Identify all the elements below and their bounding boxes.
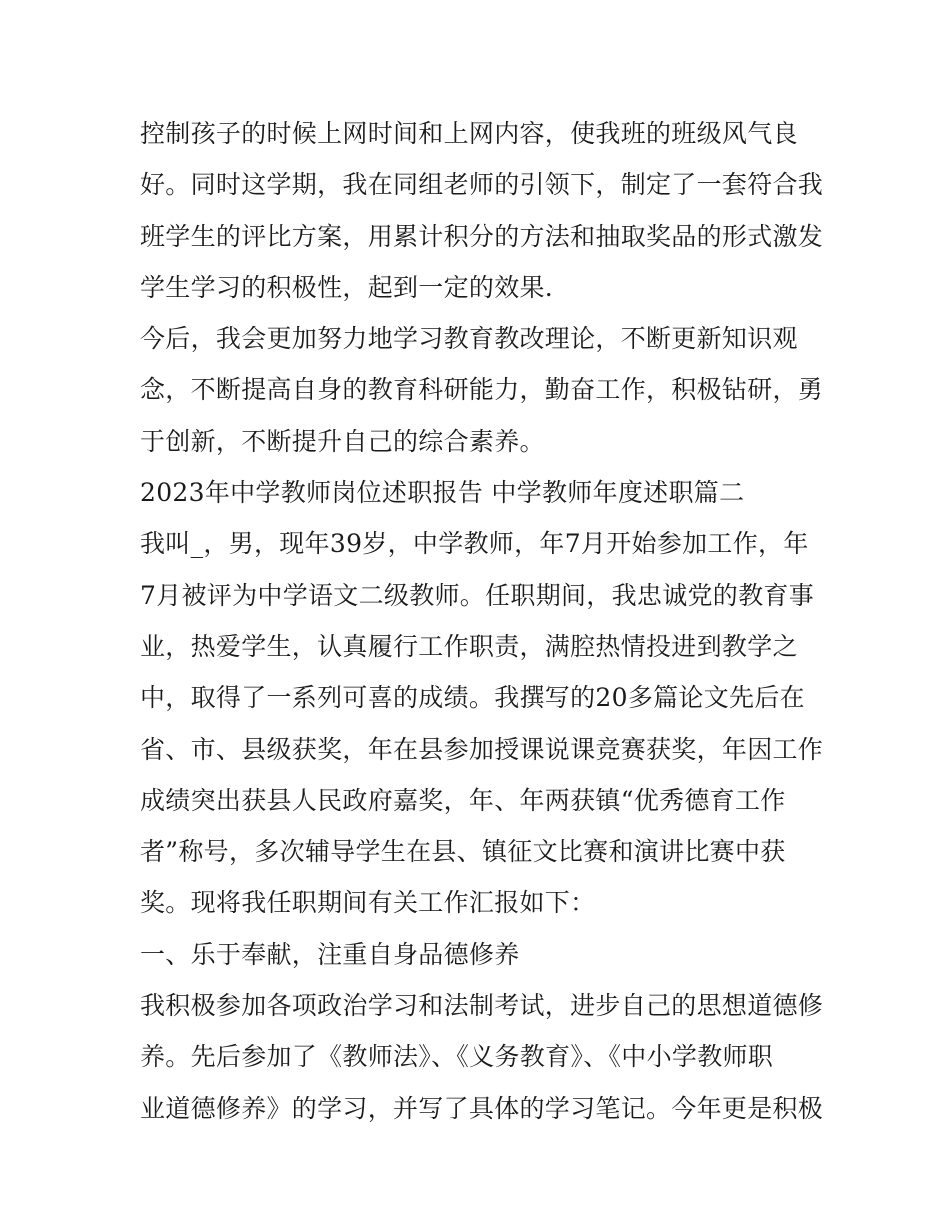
text-line: 好。同时这学期，我在同组老师的引领下，制定了一套符合我	[140, 170, 824, 200]
text-line: 于创新，不断提升自己的综合素养。	[140, 426, 545, 456]
text-line: 省、市、县级获奖，年在县参加授课说课竞赛获奖，年因工作	[140, 734, 824, 764]
text-line: 7月被评为中学语文二级教师。任职期间，我忠诚党的教育事	[140, 580, 815, 610]
text-line: 控制孩子的时候上网时间和上网内容，使我班的班级风气良	[140, 119, 798, 148]
text-line: 班学生的评比方案，用累计积分的方法和抽取奖品的形式激发	[140, 221, 824, 251]
text-line: 学生学习的积极性，起到一定的效果.	[140, 272, 554, 302]
text-line: 念，不断提高自身的教育科研能力，勤奋工作，积极钻研，勇	[140, 375, 824, 405]
text-line: 成绩突出获县人民政府嘉奖，年、年两获镇“优秀德育工作	[140, 785, 786, 815]
subsection-heading: 一、乐于奉献，注重自身品德修养	[140, 939, 520, 969]
text-line: 业，热爱学生，认真履行工作职责，满腔热情投进到教学之	[140, 631, 798, 661]
document-body	[140, 108, 824, 1134]
text-line: 者”称号，多次辅导学生在县、镇征文比赛和演讲比赛中获	[140, 837, 786, 867]
text-line: 奖。现将我任职期间有关工作汇报如下：	[140, 888, 596, 918]
text-line: 中，取得了一系列可喜的成绩。我撰写的20多篇论文先后在	[140, 683, 805, 713]
text-line: 养。先后参加了《教师法》、《义务教育》、《中小学教师职	[140, 1042, 774, 1072]
text-line: 我叫_，男，现年39岁，中学教师，年7月开始参加工作，年	[140, 529, 809, 559]
section-heading: 2023年中学教师岗位述职报告 中学教师年度述职篇二	[140, 478, 745, 508]
text-line: 今后，我会更加努力地学习教育教改理论，不断更新知识观	[140, 324, 798, 354]
text-line: 我积极参加各项政治学习和法制考试，进步自己的思想道德修	[140, 991, 824, 1021]
text-line: 业道德修养》的学习，并写了具体的学习笔记。今年更是积极	[140, 1093, 824, 1123]
